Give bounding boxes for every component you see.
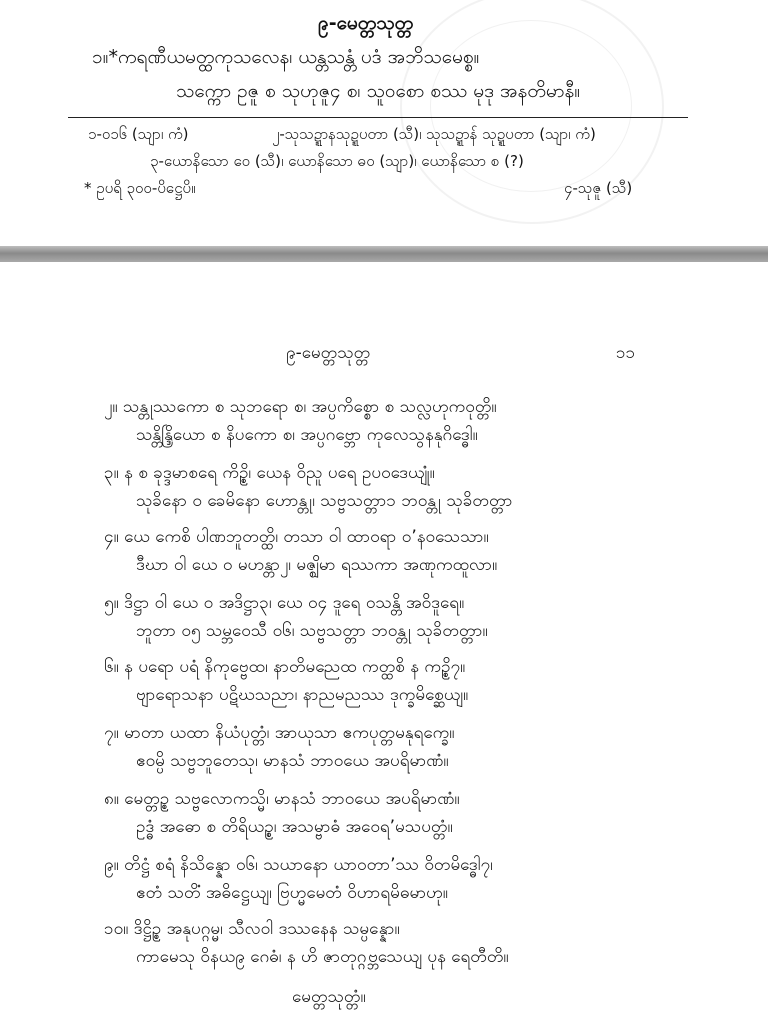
- verse-3-line-2: သုခိနော ဝ ခေမိနော ဟောန္တု၊ သဗ္ဗသတ္တာ၁ ဘဝန္တု သုခိတတ္တာ: [136, 491, 513, 511]
- verse-1-line-2: သက္ကော ဥဇူ စ သုဟုဇူ၄ စ၊ သူဝစော စဿ မုဒု အနတိမာနီ။: [176, 80, 581, 102]
- footnote-rule: [68, 117, 688, 118]
- verse-3-line-1: ၃။ န စ ခုဒ္ဒမာစရေ ကိဉ္စိ၊ ယေန ဝိညူ ပရေ ဥပဝဒေယျုံ။: [104, 463, 435, 483]
- footnote-4: ၄-သုဇူ (သီ): [564, 179, 633, 197]
- page-number: ၁၁: [616, 343, 636, 363]
- verse-8-line-1: ၈။ မေတ္တဉ္စ သဗ္ဗလောကသ္မိ၊ မာနသံ ဘာဝယေ အပရိမာဏံ။: [104, 789, 460, 809]
- verse-7-line-2: ဧဝမ္ပိ သဗ္ဗဘူတေသု၊ မာနသံ ဘာဝယေ အပရိမာဏံ။: [136, 751, 449, 771]
- verse-10-line-1: ၁၀။ ဒိဋ္ဌိဉ္စ အနုပဂ္ဂမ္မ၊ သီလဝါ ဒဿနေန သမ္ပန္နော။: [104, 919, 400, 939]
- verse-10-line-2: ကာမေသု ဝိနယ၉ ဂေဓံ၊ န ဟိ ဇာတုဂ္ဂဗ္ဘသေယျ ပုန ရေတီတိ။: [136, 947, 509, 967]
- footnote-1: ၁-၀၁၆ (သျာ၊ ကံ): [88, 125, 189, 143]
- verse-2-line-2: သန္တိန္ဒြိယော စ နိပကော စ၊ အပ္ပဂဗ္ဘော ကုလေသွနနုဂိဒ္ဓေါ။: [136, 425, 478, 445]
- verse-4-line-2: ဒီဃာ ဝါ ယေ ဝ မဟန္တာ၂၊ မဇ္ဈိမာ ရဿကာ အဏုကထူလာ။: [136, 555, 498, 575]
- verse-2-line-1: ၂။ သန္တုဿကော စ သုဘရော စ၊ အပ္ပကိစ္စော စ သလ္လဟုကဝုတ္တိ။: [104, 397, 497, 417]
- verse-6-line-1: ၆။ န ပရော ပရံ နိကုဗ္ဗေထ၊ နာတိမညေထ ကတ္ထစိ န ကဉ္စိ၇။: [104, 657, 466, 677]
- bottom-page: [0, 262, 768, 1024]
- verse-6-line-2: ဗျာရောသနာ ပဋိဃသညာ၊ နာညမညဿ ဒုက္ခမိစ္ဆေယျ။: [136, 685, 469, 705]
- verse-9-line-1: ၉။ တိဋ္ဌံ စရံ နိသိန္နော ဝ၆၊ သယာနော ယာဝတာ’ဿ ဝိတမိဒ္ဓေါ၇၊: [104, 855, 493, 875]
- running-header: ၉-မေတ္တသုတ္တ: [286, 343, 371, 363]
- top-page-fragment: [0, 0, 768, 246]
- footnote-star: * ဥပရိ ၃၀၀-ပိဋ္ဌေပိ။: [84, 179, 196, 197]
- top-page-title: ၉-မေတ္တသုတ္တ: [318, 12, 414, 34]
- verse-5-line-2: ဘူတာ ဝ၅ သမ္ဘဝေသီ ဝ၆၊ သဗ္ဗသတ္တာ ဘဝန္တု သုခိတတ္တာ။: [136, 621, 488, 641]
- page-separator: [0, 246, 768, 262]
- verse-8-line-2: ဥဒ္ဓံ အဓော စ တိရိယဉ္စ၊ အသမ္ဗာဓံ အဝေရ’မသပတ္တံ။: [136, 817, 453, 837]
- footnote-3: ၃-ယောနိသော ဝေ (သီ)၊ ယောနိသော ဓဝ (သျာ)၊ ယောနိသော စ (?): [150, 152, 524, 170]
- footnote-2: ၂-သုသဍ္ဍာနသုဍ္ဍပတာ (သီ)၊ သုသဍ္ဍာန် သုဍ္ဍပတာ (သျာ၊ ကံ): [272, 125, 596, 143]
- verse-7-line-1: ၇။ မာတာ ယထာ နိယံပုတ္တံ၊ အာယုသာ ဧကပုတ္တမနုရက္ခေ။: [104, 723, 455, 743]
- verse-1-line-1: ၁။*ကရဏီယမတ္ထကုသလေန၊ ယန္တသန္တံ ပဒံ အဘိသမေစ္စ။: [92, 46, 480, 68]
- verse-4-line-1: ၄။ ယေ ကေစိ ပါဏဘူတတ္ထိ၊ တသာ ဝါ ထာဝရာ ဝ’နဝသေသာ။: [104, 527, 489, 547]
- verse-9-line-2: ဧတံ သတိံ အဓိဋ္ဌေယျ၊ ဗြဟ္မမေတံ ဝိဟာရမိဓမာဟု။: [136, 883, 448, 903]
- closing-title: မေတ္တသုတ္တံ။: [292, 987, 366, 1007]
- verse-5-line-1: ၅။ ဒိဋ္ဌာ ဝါ ယေ ဝ အဒိဋ္ဌာ၃၊ ယေ ဝ၄ ဒူရေ ဝသန္တိ အဝိဒူရေ။: [104, 593, 465, 613]
